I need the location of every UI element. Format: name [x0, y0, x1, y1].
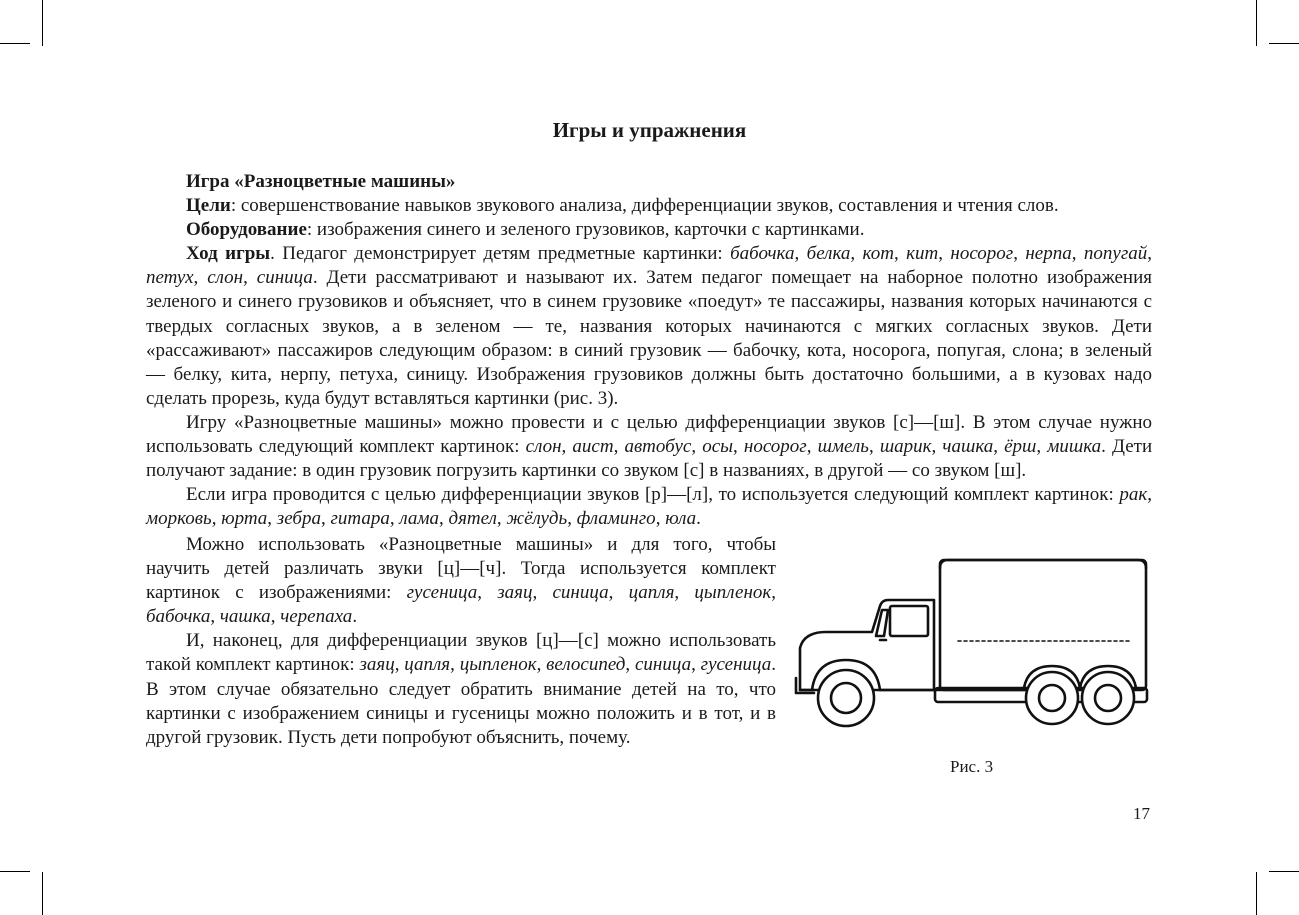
game-title: Игра «Разноцветные машины»	[186, 171, 456, 192]
word-list: заяц, цапля, цыпленок, велосипед, синица, гусеница	[359, 654, 772, 676]
word-item: заяц	[497, 582, 533, 604]
word-item: аист	[572, 436, 614, 458]
crop-mark	[42, 872, 43, 915]
page-title: Игры и упражнения	[552, 118, 747, 142]
p3-intro: Если игра проводится с целью дифференциации звуков [р]—[л], то используется следующий комплект картинок:	[186, 484, 1120, 506]
word-item: зебра	[276, 508, 321, 530]
crop-mark	[1256, 872, 1257, 915]
word-list: гусеница, заяц, синица, цапля, цыпленок, бабочка, чашка, черепаха.	[146, 582, 777, 628]
word-list: бабочка, белка, кот, кит, носорог, нерпа, попугай, петух, слон, синица	[146, 243, 1153, 289]
word-item: белка	[806, 243, 851, 265]
word-item: носорог	[950, 243, 1014, 265]
crop-mark	[0, 871, 30, 872]
word-item: цапля	[628, 582, 675, 604]
paragraph-r-l	[146, 483, 1152, 531]
word-item: заяц	[359, 654, 395, 676]
word-item: велосипед	[546, 654, 626, 676]
page-number: 17	[1133, 804, 1150, 823]
word-item: лама	[399, 508, 439, 530]
word-list: слон, аист, автобус, осы, носорог, шмель, шарик, чашка, ёрш, мишка	[525, 436, 1102, 458]
crop-mark	[42, 0, 43, 46]
p2-intro: Игру «Разноцветные машины» можно провести и с целью дифференциации звуков [с]—[ш]. В этом случае нужно использовать следующий комплект картинок:	[146, 411, 1152, 458]
crop-mark	[1256, 0, 1257, 46]
word-item: морковь	[146, 508, 212, 530]
word-list: рак, морковь, юрта, зебра, гитара, лама, дятел, жёлудь, фламинго, юла.	[146, 484, 1152, 530]
p2-rest: . Дети получают задание: в один грузовик погрузить картинки со звуком [с] в названиях, в другой — со звуком [ш].	[146, 436, 1153, 482]
word-item: синица	[552, 582, 609, 604]
word-item: мишка	[1047, 436, 1102, 458]
truck-icon	[790, 548, 1160, 738]
game-title-paragraph	[146, 170, 1152, 194]
word-item: кот	[862, 243, 894, 265]
paragraph-s-sh	[146, 411, 1152, 483]
word-item: шмель	[817, 436, 869, 458]
word-item: попугай	[1083, 243, 1148, 265]
goals-paragraph	[146, 194, 1152, 218]
word-item: жёлудь	[506, 508, 568, 530]
p5-rest: . В этом случае обязательно следует обратить внимание детей на то, что картинки с изображением синицы и гусеницы можно положить и в тот, и в другой грузовик. Пусть дети попробуют объяснить, почему.	[146, 654, 777, 748]
goals-label: Цели	[186, 195, 231, 217]
word-item: шарик	[879, 436, 932, 458]
word-item: цыпленок	[459, 654, 537, 676]
course-label: Ход игры	[186, 243, 271, 265]
p4-intro: Можно использовать «Разноцветные машины» и для того, чтобы научить детей различать звуки [ц]—[ч]. Тогда используется комплект картинок с изображениями:	[146, 534, 776, 604]
word-item: цапля	[404, 654, 451, 676]
word-item: слон	[525, 436, 562, 458]
word-item: чашка	[219, 606, 271, 628]
course-intro: . Педагог демонстрирует детям предметные картинки:	[270, 243, 731, 265]
word-item: черепаха	[280, 606, 353, 628]
word-item: бабочка	[730, 243, 795, 265]
word-item: синица	[634, 654, 692, 676]
word-item: юрта	[221, 508, 268, 530]
word-item: слон	[207, 267, 244, 289]
p5-intro: И, наконец, для дифференциации звуков [ц]—[с] можно использовать такой комплект картинок:	[146, 630, 776, 676]
crop-mark	[1269, 871, 1299, 872]
word-item: петух	[146, 267, 194, 289]
word-item: дятел	[448, 508, 497, 530]
word-item: автобус	[624, 436, 692, 458]
word-item: гитара	[330, 508, 390, 530]
word-item: нерпа	[1025, 243, 1072, 265]
main-text	[146, 170, 1152, 531]
word-item: ёрш	[1004, 436, 1037, 458]
equipment-label: Оборудование	[186, 219, 307, 241]
course-paragraph	[146, 242, 1152, 411]
paragraph-ts-ch	[146, 533, 776, 629]
word-item: синица	[256, 267, 313, 289]
word-item: гусеница	[406, 582, 478, 604]
word-item: юла	[665, 508, 697, 530]
equipment-text: : изображения синего и зеленого грузовиков, карточки с картинками.	[306, 219, 865, 241]
crop-mark	[1269, 43, 1299, 44]
word-item: бабочка	[146, 606, 211, 628]
crop-mark	[0, 43, 30, 44]
figure-caption: Рис. 3	[950, 757, 994, 776]
word-item: носорог	[743, 436, 807, 458]
paragraph-ts-s	[146, 629, 776, 749]
course-rest: . Дети рассматривают и называют их. Затем педагог помещает на наборное полотно изображения зеленого и синего грузовиков и объясняет, что в синем грузовике «поедут» те пассажиры, названия которых начинаются с твердых согласных звуков, а в зеленом — те, названия которых начинаются с мягких согласных звуков. Дети «рассаживают» пассажиров следующим образом: в синий грузовик — бабочку, кота, носорога, попугая, слона; в зеленый — белку, кита, нерпу, петуха, синицу. Изображения грузовиков должны быть достаточно большими, а в кузовах надо сделать прорезь, куда будут вставляться картинки (рис. 3).	[146, 267, 1153, 409]
word-item: цыпленок	[694, 582, 772, 604]
equipment-paragraph	[146, 218, 1152, 242]
word-item: осы	[702, 436, 734, 458]
goals-text: : совершенствование навыков звукового анализа, дифференциации звуков, составления и чтения слов.	[230, 195, 1059, 217]
word-item: чашка	[942, 436, 994, 458]
word-item: гусеница	[700, 654, 772, 676]
word-item: фламинго	[576, 508, 656, 530]
word-item: рак	[1119, 484, 1148, 506]
word-item: кит	[906, 243, 939, 265]
side-text	[146, 533, 776, 750]
